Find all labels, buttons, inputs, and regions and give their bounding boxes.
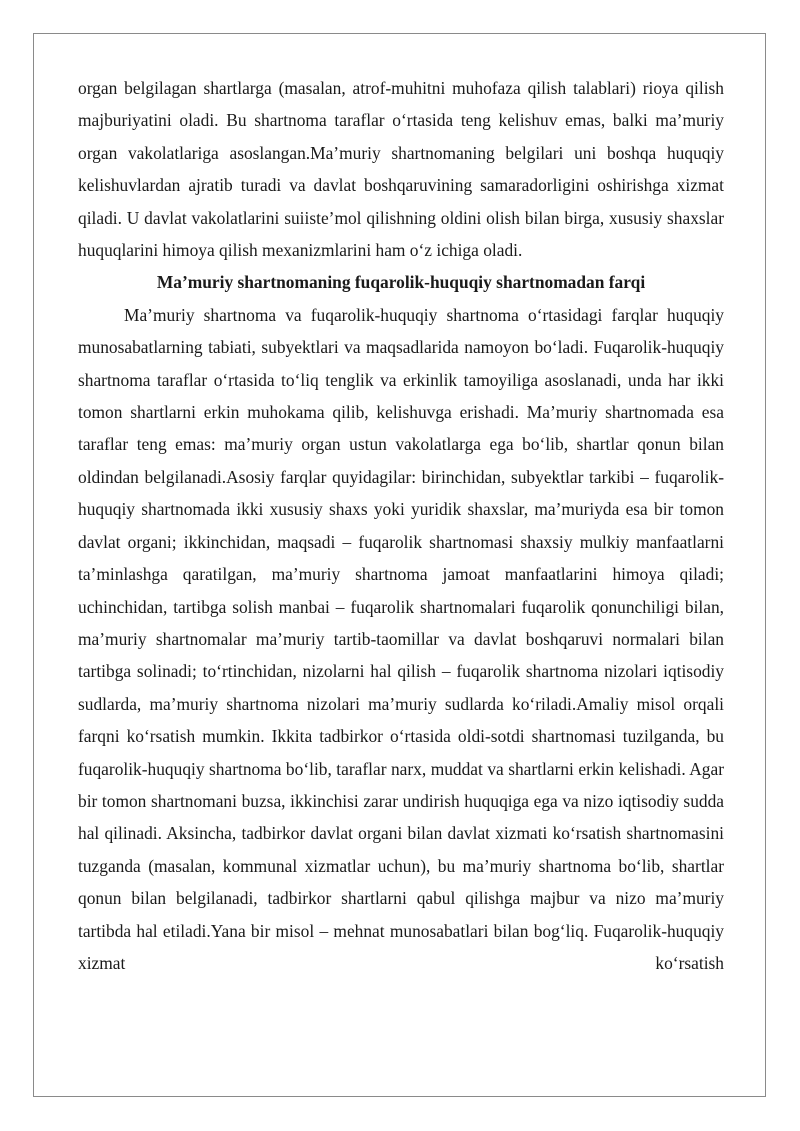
section-heading: Ma’muriy shartnomaning fuqarolik-huquqiy shartnomadan farqi — [156, 272, 646, 293]
paragraph-continued: organ belgilagan shartlarga (masalan, atrof-muhitni muhofaza qilish talablari) rioya qilish majburiyatini oladi. Bu shartnoma taraflar o‘rtasida teng kelishuv emas, balki ma’muriy organ vakolatlariga asoslangan.Ma’muriy shartnomaning belgilari uni boshqa huquqiy kelishuvlardan ajratib turadi va davlat boshqaruvining samaradorligini oshirishga xizmat qiladi. U davlat vakolatlarini suiiste’mol qilishning oldini olish bilan birga, xususiy shaxslar huquqlarini himoya qilish mexanizmlarini ham o‘z ichiga oladi. — [78, 78, 724, 261]
paragraph-main: Ma’muriy shartnoma va fuqarolik-huquqiy shartnoma o‘rtasidagi farqlar huquqiy munosabatlarning tabiati, subyektlari va maqsadlarida namoyon bo‘ladi. Fuqarolik-huquqiy shartnoma taraflar o‘rtasida to‘liq tenglik va erkinlik tamoyiliga asoslanadi, unda har ikki tomon shartlarni erkin muhokama qilib, kelishuvga erishadi. Ma’muriy shartnomada esa taraflar teng emas: ma’muriy organ ustun vakolatlarga ega bo‘lib, shartlar qonun bilan oldindan belgilanadi.Asosiy farqlar quyidagilar: birinchidan, subyektlar tarkibi – fuqarolik-huquqiy shartnomada ikki xususiy shaxs yoki yuridik shaxslar, ma’muriyda esa bir tomon davlat organi; ikkinchidan, maqsadi – fuqarolik shartnomasi shaxsiy mulkiy manfaatlarni ta’minlashga qaratilgan, ma’muriy shartnoma jamoat manfaatlarini himoya qiladi; uchinchidan, tartibga solish manbai – fuqarolik shartnomalari fuqarolik qonunchiligi bilan, ma’muriy shartnomalar ma’muriy tartib-taomillar va davlat boshqaruvi normalari bilan tartibga solinadi; to‘rtinchidan, nizolarni hal qilish – fuqarolik shartnoma nizolari iqtisodiy sudlarda, ma’muriy shartnoma nizolari ma’muriy sudlarda ko‘riladi.Amaliy misol orqali farqni ko‘rsatish mumkin. Ikkita tadbirkor o‘rtasida oldi-sotdi shartnomasi tuzilganda, bu fuqarolik-huquqiy shartnoma bo‘lib, taraflar narx, muddat va shartlarni erkin kelishadi. Agar bir tomon shartnomani buzsa, ikkinchisi zarar undirish huquqiga ega va nizo iqtisodiy sudda hal qilinadi. Aksincha, tadbirkor davlat organi bilan davlat xizmati ko‘rsatish shartnomasini tuzganda (masalan, kommunal xizmatlar uchun), bu ma’muriy shartnoma bo‘lib, shartlar qonun bilan belgilanadi, tadbirkor shartlarni qabul qilishga majbur va nizo ma’muriy tartibda hal etiladi.Yana bir misol – mehnat munosabatlari bilan bog‘liq. Fuqarolik-huquqiy xizmat ko‘rsatish — [78, 304, 724, 973]
document-body — [78, 72, 724, 979]
